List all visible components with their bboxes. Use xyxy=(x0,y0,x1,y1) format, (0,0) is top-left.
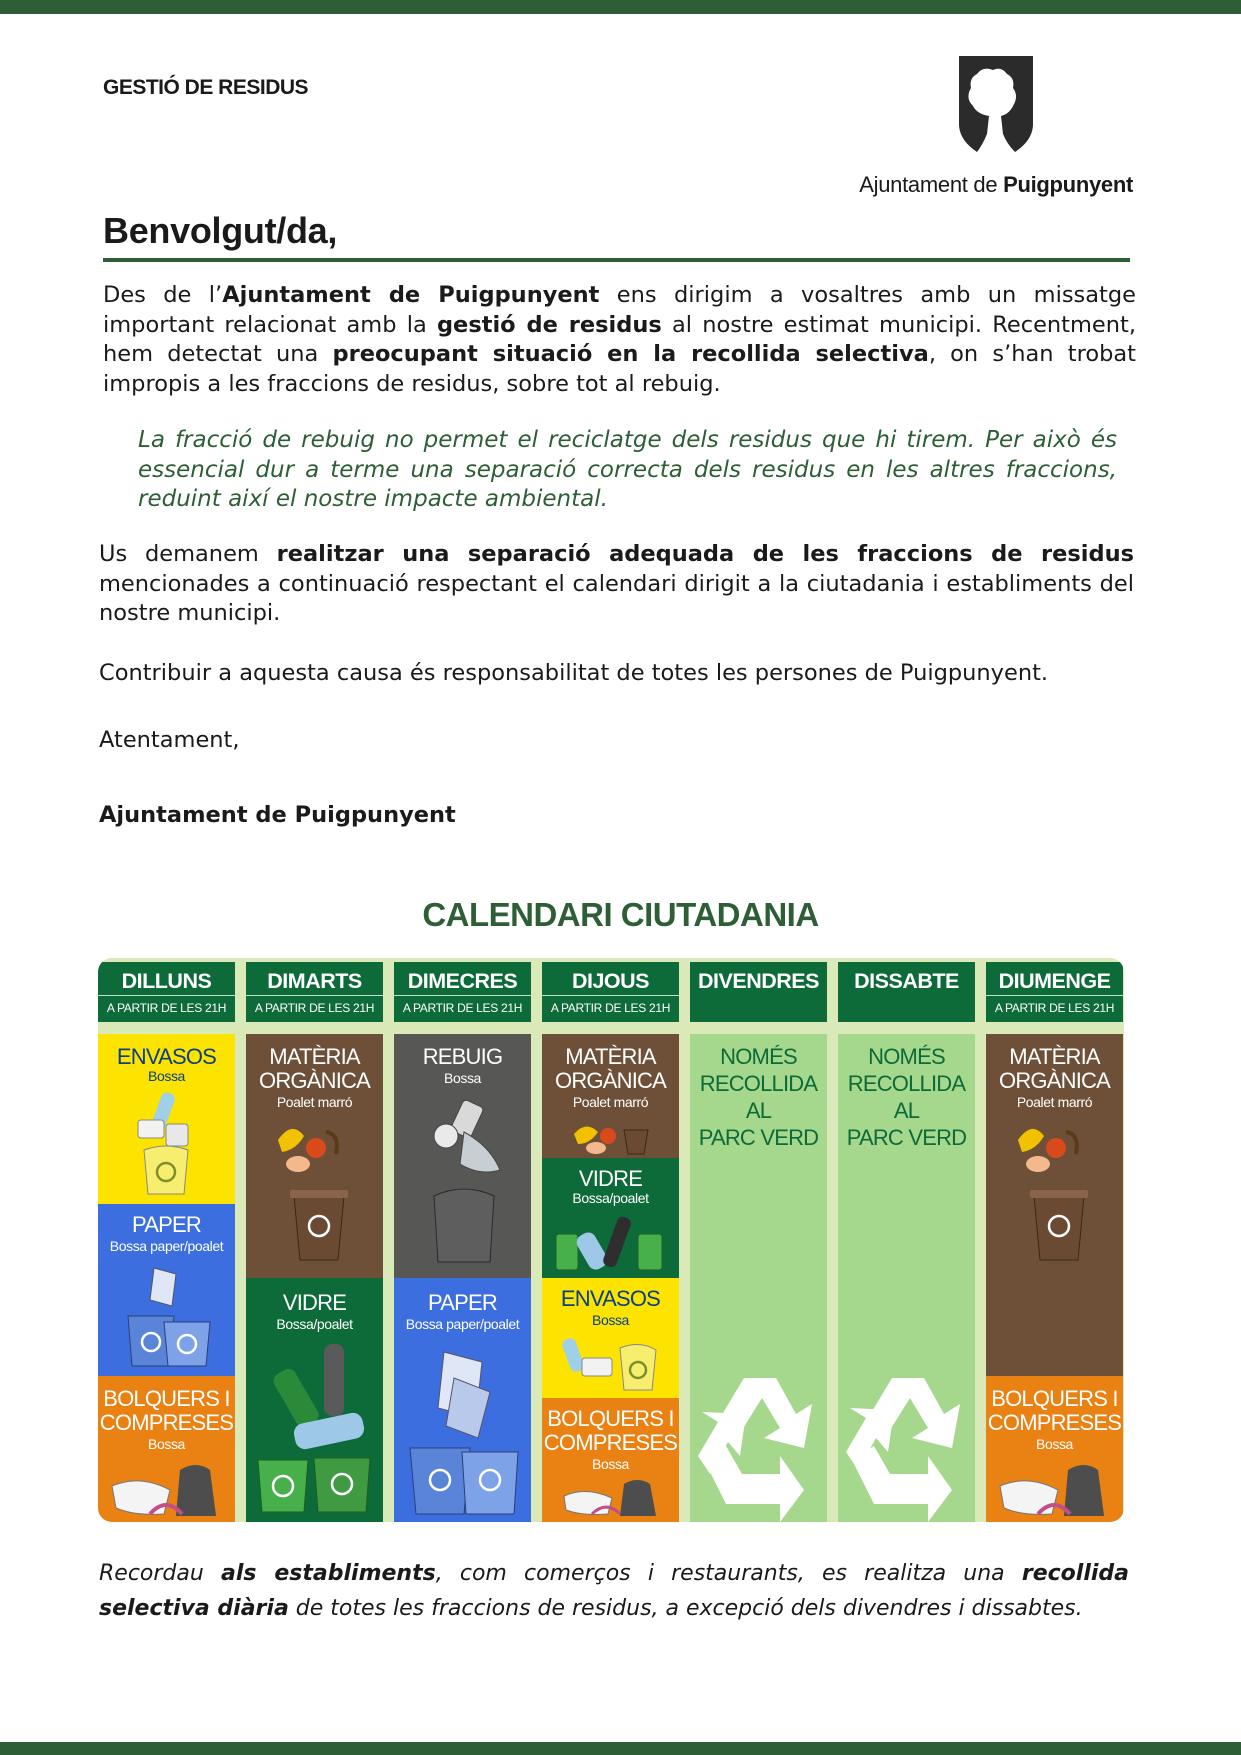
calendar-title: CALENDARI CIUTADANIA xyxy=(422,896,819,933)
parc-verd-line4: PARC VERD xyxy=(846,1125,967,1150)
fraction-title: ENVASOS xyxy=(116,1044,217,1069)
day-header xyxy=(838,962,975,1022)
day-name: DILLUNS xyxy=(121,969,212,993)
day-start-time: A PARTIR DE LES 21H xyxy=(402,1001,523,1015)
p2-text-2: mencionades a continuació respectant el calendari dirigit a la ciutadania i establiments del nostre municipi. xyxy=(99,570,1134,626)
parc-verd-line3: AL xyxy=(893,1098,920,1123)
day-header-divider xyxy=(98,995,235,996)
p1-bold-3: preocupant situació en la recollida selectiva xyxy=(332,341,929,367)
fraction-title: VIDRE xyxy=(282,1290,347,1315)
note-text-1: Recordau xyxy=(99,1561,222,1586)
fraction-paper xyxy=(98,1204,235,1376)
fraction-title: ENVASOS xyxy=(560,1286,661,1311)
day-column-dissabte xyxy=(838,962,975,1522)
day-column-divendres xyxy=(690,962,827,1522)
day-header-divider xyxy=(986,995,1123,996)
fraction-bolquers xyxy=(986,1376,1123,1522)
fraction-container: Bossa xyxy=(148,1068,185,1084)
fraction-title-line2: COMPRESES xyxy=(99,1410,234,1435)
parc-verd-line2: RECOLLIDA xyxy=(699,1071,818,1096)
day-column-diumenge xyxy=(986,962,1123,1522)
intro-paragraph xyxy=(103,281,1136,399)
p1-bold-2: gestió de residus xyxy=(436,311,662,338)
greeting-divider xyxy=(103,258,1130,262)
diaper-bag-icon xyxy=(110,1456,224,1520)
note-text-3: de totes les fraccions de residus, a excepció dels divendres i dissabtes. xyxy=(288,1596,1083,1621)
day-start-time: A PARTIR DE LES 21H xyxy=(550,1001,671,1015)
fraction-rebuig xyxy=(394,1034,531,1278)
fraction-title-line1: BOLQUERS I xyxy=(103,1386,230,1411)
day-header xyxy=(98,962,235,1022)
responsibility-paragraph: Contribuir a aquesta causa és responsabilitat de totes les persones de Puigpunyent. xyxy=(99,660,1049,686)
fraction-parc-verd xyxy=(690,1034,827,1522)
fraction-container: Bossa paper/poalet xyxy=(405,1316,520,1332)
organic-waste-icon xyxy=(570,1116,654,1156)
parc-verd-line1: NOMÉS xyxy=(868,1044,945,1069)
fraction-container: Poalet marró xyxy=(572,1094,649,1110)
fraction-title-line2: ORGÀNICA xyxy=(555,1068,666,1093)
section-label: GESTIÓ DE RESIDUS xyxy=(103,76,309,99)
day-header xyxy=(394,962,531,1022)
note-bold-2: recollida selectiva diària xyxy=(99,1561,1130,1621)
paper-bag-icon xyxy=(124,1266,214,1370)
fraction-organica xyxy=(542,1034,679,1158)
fraction-container: Bossa paper/poalet xyxy=(109,1238,224,1254)
diaper-bag-icon xyxy=(562,1476,662,1518)
municipality-logo xyxy=(857,56,1133,202)
p1-text-1: Des de l’ xyxy=(103,282,223,308)
greeting: Benvolgut/da, xyxy=(103,210,338,251)
p1-bold-1: Ajuntament de Puigpunyent xyxy=(222,282,600,308)
day-start-time: A PARTIR DE LES 21H xyxy=(254,1001,375,1015)
fraction-title: VIDRE xyxy=(578,1166,643,1191)
note-text-2: , com comerços i restaurants, es realitza una xyxy=(435,1561,1022,1586)
fraction-title-line2: COMPRESES xyxy=(987,1410,1122,1435)
day-column-dimecres xyxy=(394,962,531,1522)
logo-text-bold: Puigpunyent xyxy=(1003,172,1133,197)
packaging-icon xyxy=(126,1090,206,1200)
organic-bin-icon xyxy=(268,1120,364,1270)
fraction-parc-verd xyxy=(838,1034,975,1522)
fraction-container: Bossa xyxy=(592,1312,629,1328)
collection-calendar xyxy=(98,958,1124,1522)
fraction-title-line1: MATÈRIA xyxy=(1009,1044,1100,1069)
general-waste-icon xyxy=(420,1096,510,1266)
day-header xyxy=(542,962,679,1022)
request-paragraph xyxy=(99,540,1134,629)
glass-bottles-icon xyxy=(254,1340,378,1516)
highlight-quote: La fracció de rebuig no permet el reciclatge dels residus que hi tirem. Per això és essencial dur a terme una separació correcta dels residus en les altres fraccions, reduint així el nostre impacte ambiental. xyxy=(138,427,1117,512)
diaper-bag-icon xyxy=(998,1456,1112,1520)
day-header-divider xyxy=(246,995,383,996)
day-name: DISSABTE xyxy=(854,969,959,993)
fraction-container: Poalet marró xyxy=(276,1094,353,1110)
p1-text-3: al nostre estimat municipi. Recentment, hem detectat una xyxy=(103,311,1136,367)
day-start-time: A PARTIR DE LES 21H xyxy=(994,1001,1115,1015)
fraction-container: Bossa xyxy=(592,1456,629,1472)
paper-bag-icon xyxy=(406,1348,522,1516)
fraction-title-line1: MATÈRIA xyxy=(565,1044,656,1069)
day-column-dilluns xyxy=(98,962,235,1522)
fraction-vidre xyxy=(542,1158,679,1278)
recycle-icon xyxy=(844,1372,972,1522)
recycle-icon xyxy=(696,1372,824,1522)
parc-verd-line2: RECOLLIDA xyxy=(847,1071,966,1096)
day-header xyxy=(986,962,1123,1022)
day-header xyxy=(690,962,827,1022)
fraction-bolquers xyxy=(542,1398,679,1522)
fraction-title-line1: BOLQUERS I xyxy=(991,1386,1118,1411)
fraction-container: Bossa xyxy=(444,1070,481,1086)
day-header xyxy=(246,962,383,1022)
glass-bottles-icon xyxy=(552,1212,670,1274)
parc-verd-line4: PARC VERD xyxy=(698,1125,819,1150)
parc-verd-line1: NOMÉS xyxy=(720,1044,797,1069)
organic-bin-icon xyxy=(1008,1120,1104,1270)
fraction-title-line2: ORGÀNICA xyxy=(999,1068,1110,1093)
fraction-title: PAPER xyxy=(132,1212,201,1237)
day-name: DIUMENGE xyxy=(998,969,1111,993)
tree-shield-icon xyxy=(957,56,1035,154)
parc-verd-line3: AL xyxy=(745,1098,772,1123)
fraction-envasos xyxy=(98,1034,235,1204)
establishments-note xyxy=(99,1556,1129,1626)
fraction-envasos xyxy=(542,1278,679,1398)
fraction-vidre xyxy=(246,1278,383,1522)
logo-text-light: Ajuntament de xyxy=(859,172,1004,197)
fraction-container: Bossa xyxy=(1036,1436,1073,1452)
fraction-container: Bossa/poalet xyxy=(276,1316,353,1332)
fraction-container: Poalet marró xyxy=(1016,1094,1093,1110)
p1-text-4: , on s’han trobat impropis a les fraccions de residus, sobre tot al rebuig. xyxy=(103,341,1136,397)
p2-text-1: Us demanem xyxy=(99,541,277,567)
fraction-bolquers xyxy=(98,1376,235,1522)
packaging-icon xyxy=(562,1332,662,1394)
fraction-title: REBUIG xyxy=(422,1044,503,1069)
day-header-divider xyxy=(542,995,679,996)
signature: Ajuntament de Puigpunyent xyxy=(99,802,456,828)
day-start-time: A PARTIR DE LES 21H xyxy=(106,1001,227,1015)
day-name: DIJOUS xyxy=(571,969,650,993)
fraction-container: Bossa/poalet xyxy=(572,1190,649,1206)
closing-text: Atentament, xyxy=(99,727,240,753)
note-bold-1: als establiments xyxy=(221,1561,436,1586)
fraction-title: PAPER xyxy=(428,1290,497,1315)
fraction-organica xyxy=(986,1034,1123,1376)
p2-bold-1: realitzar una separació adequada de les fraccions de residus xyxy=(276,541,1134,567)
day-column-dimarts xyxy=(246,962,383,1522)
fraction-title-line2: ORGÀNICA xyxy=(259,1068,370,1093)
day-column-dijous xyxy=(542,962,679,1522)
fraction-title-line1: MATÈRIA xyxy=(269,1044,360,1069)
fraction-organica xyxy=(246,1034,383,1278)
top-accent-bar xyxy=(0,0,1241,14)
day-name: DIMECRES xyxy=(407,969,518,993)
day-header-divider xyxy=(394,995,531,996)
p1-text-2: ens dirigim a vosaltres amb un missatge important relacionat amb la xyxy=(103,282,1137,338)
fraction-paper xyxy=(394,1278,531,1522)
fraction-container: Bossa xyxy=(148,1436,185,1452)
logo-text xyxy=(857,172,1133,198)
fraction-title-line1: BOLQUERS I xyxy=(547,1406,674,1431)
fraction-title-line2: COMPRESES xyxy=(543,1430,678,1455)
day-name: DIMARTS xyxy=(267,969,362,993)
day-name: DIVENDRES xyxy=(698,969,819,993)
bottom-accent-bar xyxy=(0,1742,1241,1755)
